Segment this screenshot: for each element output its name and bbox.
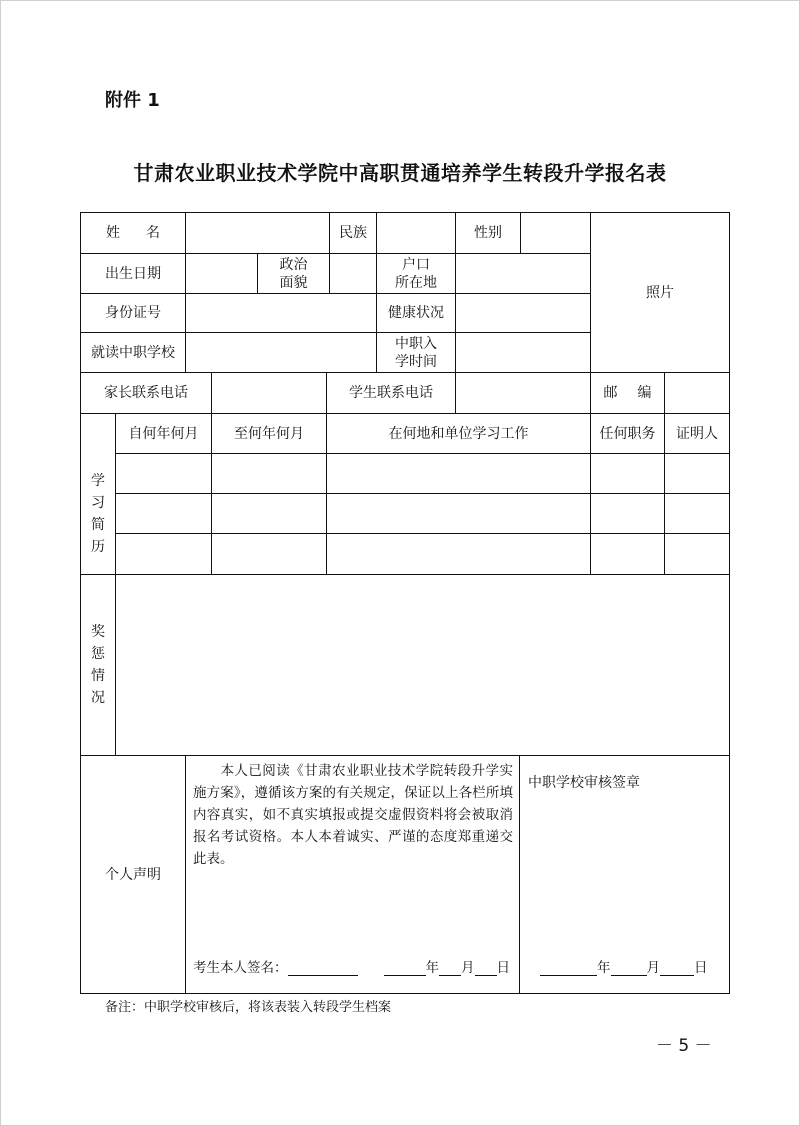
label-health: 健康状况 [388,305,444,321]
school-review-label: 中职学校审核签章 [528,775,640,791]
label-gender: 性别 [474,225,502,241]
input-ethnicity[interactable] [377,213,455,253]
label-political-status: 政治 面貌 [279,256,308,291]
header-place-unit: 在何地和单位学习工作 [388,425,529,442]
input-political-status[interactable] [330,254,376,293]
header-witness: 证明人 [676,425,718,442]
page-number: － 5 － [656,1036,712,1056]
label-id-number: 身份证号 [105,305,161,321]
awards-content[interactable] [116,575,729,755]
label-ethnicity: 民族 [339,225,367,241]
input-id-number[interactable] [186,294,376,332]
decl-year: 年 [425,960,439,976]
input-postcode[interactable] [665,373,729,413]
input-birth-date[interactable] [186,254,257,293]
header-to-date: 至何年何月 [234,425,304,442]
label-student-phone: 学生联系电话 [349,385,433,401]
student-signature-line[interactable] [193,956,510,976]
label-hukou: 户口 所在地 [395,256,437,291]
label-school: 就读中职学校 [91,344,175,361]
input-enroll-time[interactable] [456,333,590,372]
label-awards-penalties: 奖 惩 情 况 [91,624,105,706]
study-row-1[interactable] [116,454,729,493]
input-health[interactable] [456,294,590,332]
input-gender[interactable] [521,213,590,253]
label-name: 姓名 [106,225,186,241]
remark-note: 备注：中职学校审核后，将该表装入转段学生档案 [105,1000,392,1015]
photo-label: 照片 [646,284,674,301]
photo-box[interactable] [591,213,729,372]
label-birth-date: 出生日期 [105,265,161,282]
label-declaration: 个人声明 [105,866,161,883]
signature-label: 考生本人签名： [193,960,288,976]
label-parent-phone: 家长联系电话 [104,385,188,401]
decl-month: 月 [461,960,475,976]
school-review-date-line[interactable] [540,956,708,976]
input-name[interactable] [186,213,329,253]
review-day: 日 [694,960,708,976]
form-title: 甘肃农业职业技术学院中高职贯通培养学生转段升学报名表 [133,161,667,185]
input-student-phone[interactable] [456,373,590,413]
label-postcode: 邮编 [603,385,672,401]
review-year: 年 [597,960,611,976]
label-enroll-time: 中职入 学时间 [395,335,437,370]
input-school[interactable] [186,333,376,372]
header-position: 任何职务 [599,425,656,442]
label-study-history: 学 习 简 历 [91,473,105,555]
decl-day: 日 [496,960,510,976]
study-row-3[interactable] [116,534,729,574]
attachment-label: 附件 1 [105,90,160,111]
study-row-2[interactable] [116,494,729,533]
header-from-date: 自何年何月 [128,425,199,442]
input-hukou[interactable] [456,254,590,293]
input-parent-phone[interactable] [212,373,326,413]
review-month: 月 [646,960,660,976]
declaration-text: 本人已阅读《甘肃农业职业技术学院转段升学实施方案》，遵循该方案的有关规定，保证以上各栏所填内容真实，如不真实填报或提交虚假资料将会被取消报名考试资格。本人本着诚实、严谨的态度郑重递交此表。 [193,763,513,867]
